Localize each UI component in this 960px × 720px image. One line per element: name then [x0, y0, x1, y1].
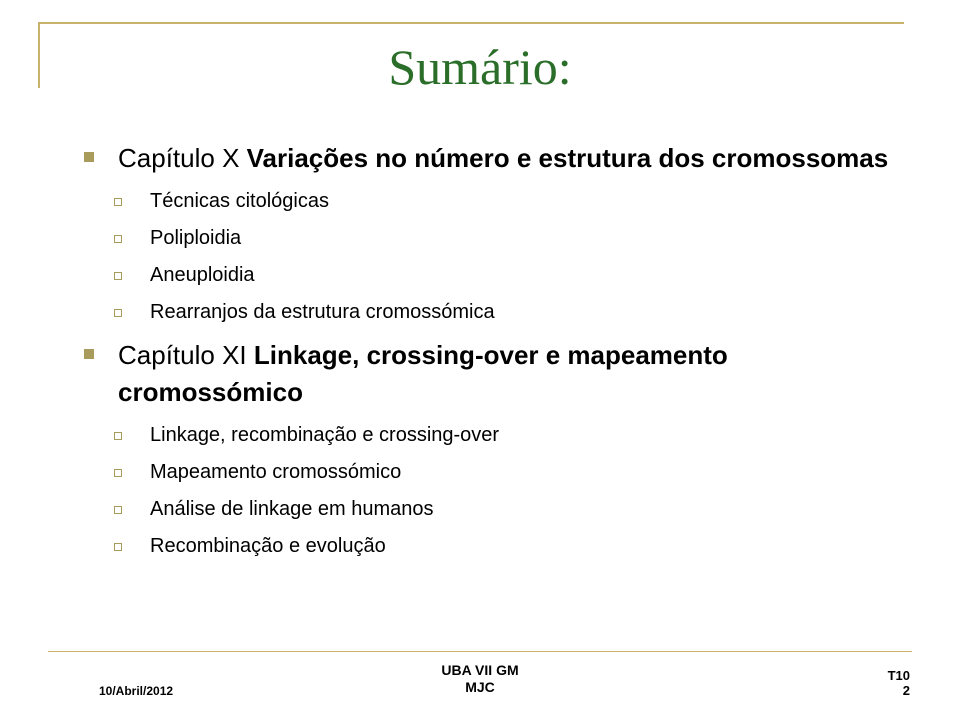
square-bullet-icon [84, 349, 94, 359]
hollow-square-bullet-icon [114, 469, 122, 477]
hollow-square-bullet-icon [114, 543, 122, 551]
subitem [82, 460, 902, 485]
slide-number-line2: 2 [902, 683, 910, 698]
square-bullet-icon [84, 152, 94, 162]
hollow-square-bullet-icon [114, 235, 122, 243]
footer-center-line2: MJC [465, 679, 495, 695]
subitem-label: Recombinação e evolução [150, 535, 386, 557]
subitem [82, 263, 902, 288]
subitem [82, 189, 902, 214]
slide-content [82, 140, 902, 559]
subitem-label: Análise de linkage em humanos [150, 498, 434, 520]
subitem-label: Técnicas citológicas [150, 190, 329, 212]
subitem-label: Mapeamento cromossómico [150, 461, 402, 483]
subitem [82, 300, 902, 325]
subitem-label: Linkage, recombinação e crossing-over [150, 424, 500, 446]
chapter-item [82, 337, 902, 411]
chapter-prefix: Capítulo XI [118, 340, 247, 370]
subitem [82, 226, 902, 251]
slide-title: Sumário: [388, 39, 572, 95]
footer-divider [48, 651, 912, 652]
slide-number [860, 668, 910, 698]
subitem-label: Aneuploidia [150, 264, 255, 286]
frame-top-line [40, 22, 904, 24]
chapter-prefix: Capítulo X [118, 143, 240, 173]
hollow-square-bullet-icon [114, 506, 122, 514]
subitem [82, 497, 902, 522]
footer-center-text [380, 662, 580, 696]
slide-number-line1: T10 [887, 668, 910, 683]
hollow-square-bullet-icon [114, 432, 122, 440]
footer-center-line1: UBA VII GM [441, 662, 519, 678]
chapter-title: Variações no número e estrutura dos cromossomas [246, 143, 889, 173]
chapter-title: Linkage, crossing-over e mapeamento cromossómico [118, 340, 728, 407]
hollow-square-bullet-icon [114, 198, 122, 206]
hollow-square-bullet-icon [114, 309, 122, 317]
hollow-square-bullet-icon [114, 272, 122, 280]
chapter-item [82, 140, 902, 177]
subitem [82, 423, 902, 448]
subitem-label: Rearranjos da estrutura cromossómica [150, 301, 495, 323]
subitem-label: Poliploidia [150, 227, 242, 249]
subitem [82, 534, 902, 559]
footer-date: 10/Abril/2012 [99, 684, 174, 698]
